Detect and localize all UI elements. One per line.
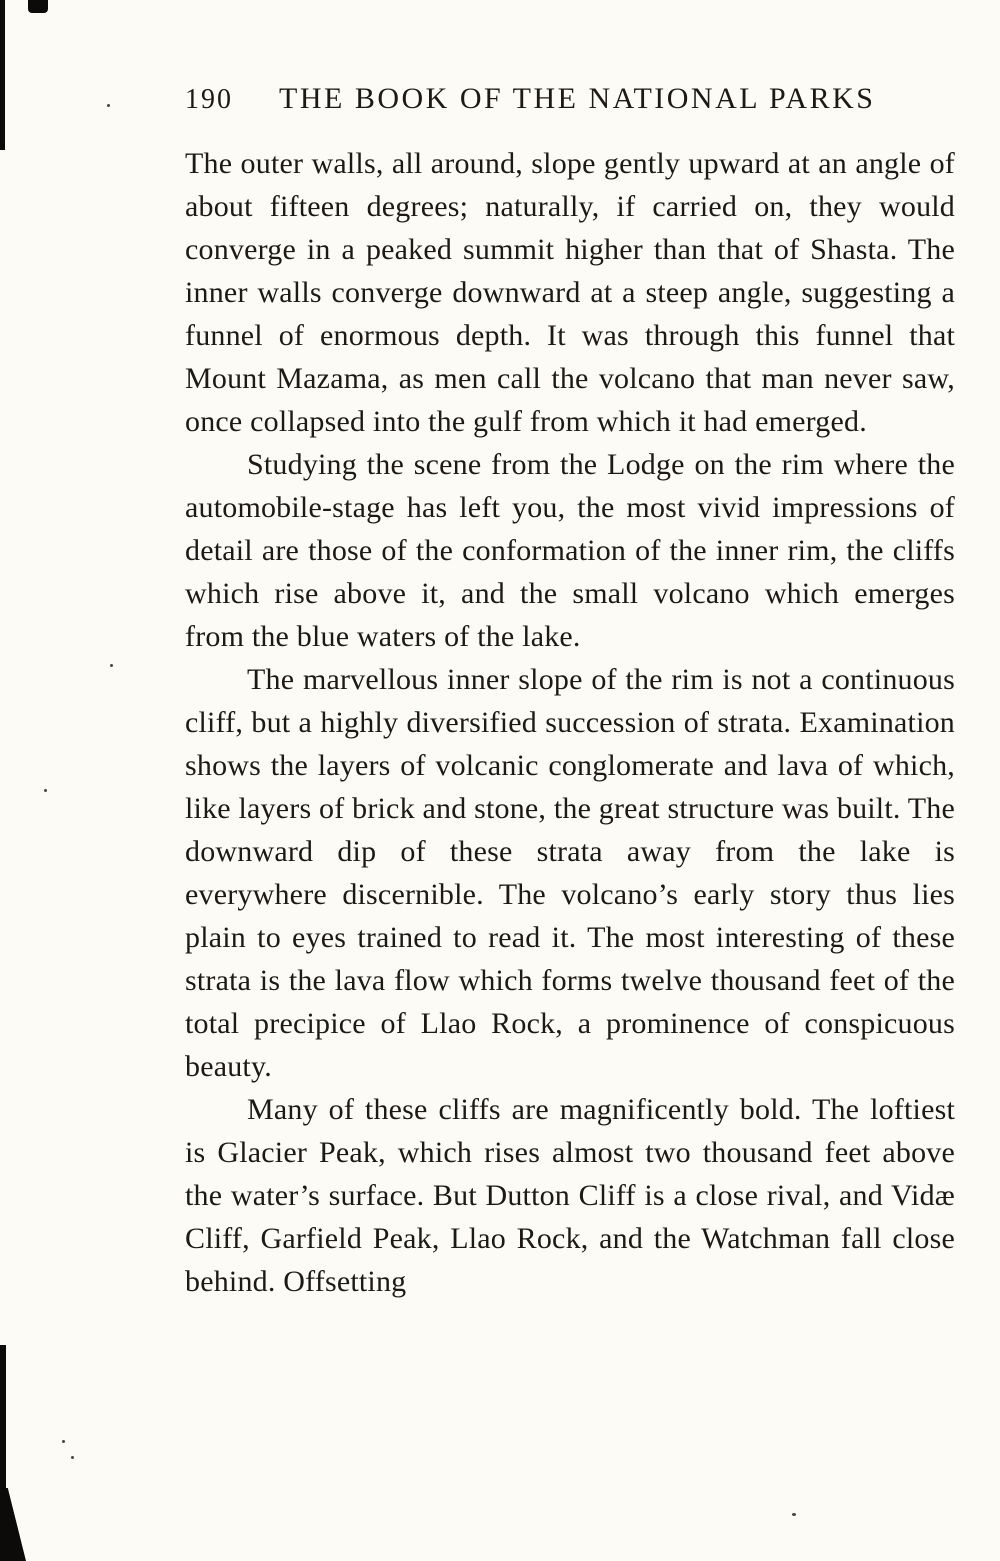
- scan-artifact-top-left: [28, 0, 48, 13]
- paragraph-continued: The outer walls, all around, slope gently upward at an angle of about fifteen degrees; naturally, if carried on, they would converge in a peaked summit higher than that of Shasta. The inner walls converge downward at a steep angle, suggesting a funnel of enormous depth. It was through this funnel that Mount Mazama, as men call the volcano that man never saw, once collapsed into the gulf from which it had emerged.: [185, 147, 955, 438]
- scan-artifact-bottom-corner: [0, 1488, 26, 1561]
- page-number: 190: [185, 84, 233, 115]
- paragraph: Studying the scene from the Lodge on the rim where the automobile-stage has left you, the most vivid impressions of detail are those of the conformation of the inner rim, the cliffs which rise above it, and the small volcano which emerges from the blue waters of the lake.: [185, 448, 955, 653]
- scan-artifact-left-edge-top: [0, 0, 5, 150]
- scan-speck: [110, 664, 113, 667]
- paragraph: Many of these cliffs are magnificently bold. The loftiest is Glacier Peak, which rises almost two thousand feet above the water’s surface. But Dutton Cliff is a close rival, and Vidæ Cliff, Garfield Peak, Llao Rock, and the Watchman fall close behind. Offsetting: [185, 1093, 955, 1298]
- text-block: [185, 82, 955, 1303]
- scan-speck: [62, 1440, 65, 1443]
- scan-speck: [71, 1456, 74, 1459]
- scan-speck: [107, 104, 110, 107]
- scan-speck: [792, 1513, 796, 1516]
- body-text: [185, 142, 955, 1303]
- paragraph: The marvellous inner slope of the rim is not a continuous cliff, but a highly diversified succession of strata. Examination shows the layers of volcanic conglomerate and lava of which, like layers of brick and stone, the great structure was built. The downward dip of these strata away from the lake is everywhere discernible. The volcano’s early story thus lies plain to eyes trained to read it. The most interesting of these strata is the lava flow which forms twelve thousand feet of the total precipice of Llao Rock, a prominence of conspicuous beauty.: [185, 663, 955, 1083]
- header-title: THE BOOK OF THE NATIONAL PARKS: [279, 82, 876, 115]
- running-header: [185, 82, 955, 116]
- scan-speck: [44, 789, 47, 792]
